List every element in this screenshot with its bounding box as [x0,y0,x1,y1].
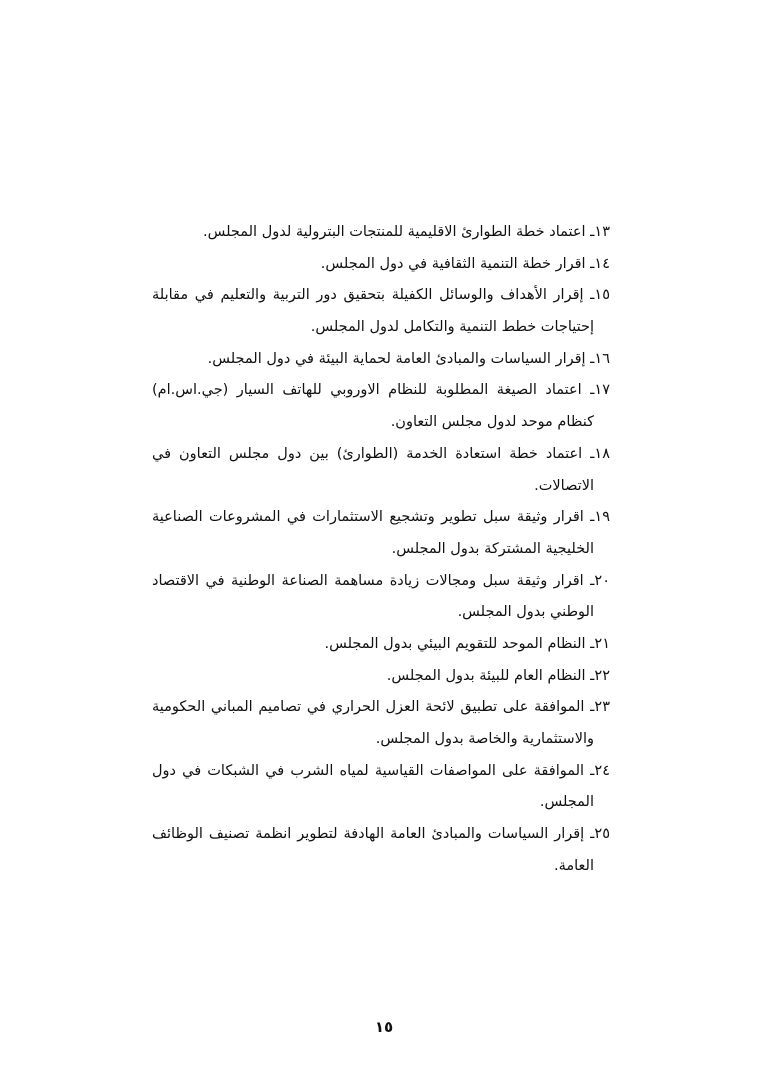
list-item [152,692,610,755]
list-item [152,280,610,343]
list-item-continuation: إحتياجات خطط التنمية والتكامل لدول المجلس. [310,319,594,336]
list-item-continuation: الوطني بدول المجلس. [457,604,594,621]
list-item-text: ١٧ـ اعتماد الصيغة المطلوبة للنظام الاوروبي للهاتف السيار (جي.اس.ام) [152,382,610,399]
list-item-text: ٢٥ـ إقرار السياسات والمبادئ العامة الهادفة لتطوير انظمة تصنيف الوظائف [152,826,610,843]
list-item-continuation: الخليجية المشتركة بدول المجلس. [391,540,594,557]
page-number: ١٥ [374,1018,394,1036]
list-item-text: ١٥ـ إقرار الأهداف والوسائل الكفيلة بتحقيق دور التربية والتعليم في مقابلة [152,287,610,304]
list-item-continuation: كنظام موحد لدول مجلس التعاون. [390,414,594,431]
list-item-text: ١٩ـ اقرار وثيقة سبل تطوير وتشجيع الاستثمارات في المشروعات الصناعية [152,509,610,526]
list-item [152,375,610,438]
list-item-continuation: والاستثمارية والخاصة بدول المجلس. [375,731,594,747]
list-item [152,439,610,502]
list-item-continuation: المجلس. [539,794,594,811]
list-item [152,819,610,882]
list-item-text: ١٤ـ اقرار خطة التنمية الثقافية في دول المجلس. [320,255,610,272]
list-item [152,756,610,819]
list-item-text: ٢٣ـ الموافقة على تطبيق لائحة العزل الحراري في تصاميم المباني الحكومية [152,699,610,716]
list-item-continuation: الاتصالات. [534,477,594,494]
document-body [152,217,610,882]
list-item-text: ١٨ـ اعتماد خطة استعادة الخدمة (الطوارئ) بين دول مجلس التعاون في [152,445,610,462]
list-item-text: ٢٠ـ اقرار وثيقة سبل ومجالات زيادة مساهمة الصناعة الوطنية في الاقتصاد [152,572,610,589]
list-item [152,566,610,629]
list-item [152,249,610,281]
list-item [152,344,610,376]
list-item [152,217,610,249]
list-item-continuation: العامة. [553,857,594,874]
list-item-text: ٢١ـ النظام الموحد للتقويم البيئي بدول المجلس. [324,635,610,652]
list-item-text: ١٦ـ إقرار السياسات والمبادئ العامة لحماية البيئة في دول المجلس. [207,350,610,367]
list-item-text: ٢٢ـ النظام العام للبيئة بدول المجلس. [386,667,610,684]
list-item-text: ١٣ـ اعتماد خطة الطوارئ الاقليمية للمنتجات البترولية لدول المجلس. [203,224,610,240]
list-item-text: ٢٤ـ الموافقة على المواصفات القياسية لمياه الشرب في الشبكات في دول [152,762,610,779]
list-item [152,661,610,693]
list-item [152,629,610,661]
list-item [152,502,610,565]
